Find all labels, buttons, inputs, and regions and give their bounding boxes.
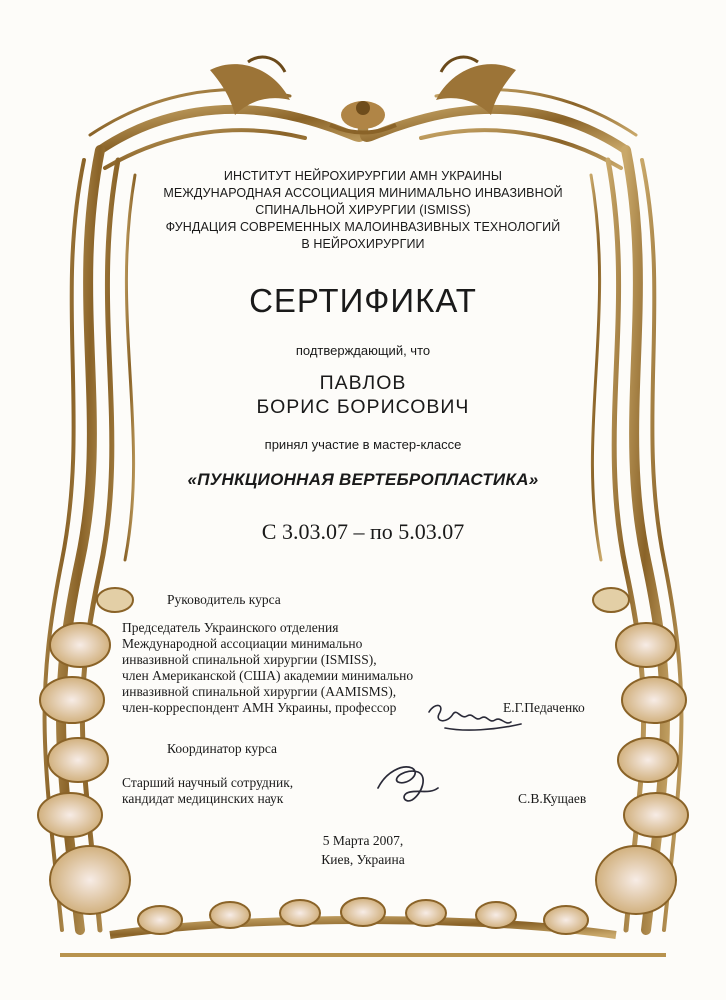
header-line-2: МЕЖДУНАРОДНАЯ АССОЦИАЦИЯ МИНИМАЛЬНО ИНВАЗИВНОЙ (163, 186, 563, 200)
leader-credential-line: Председатель Украинского отделения (122, 620, 339, 635)
leader-credential-line: член Американской (США) академии минимально (122, 668, 414, 683)
leader-signature (425, 698, 525, 740)
certificate-title: СЕРТИФИКАТ (249, 282, 477, 319)
leader-credential-line: Международной ассоциации минимально (122, 636, 363, 651)
recipient-surname: ПАВЛОВ (319, 372, 407, 394)
issue-date: 5 Марта 2007, (322, 833, 404, 848)
coordinator-role: Координатор курса (167, 741, 277, 756)
header-line-5: В НЕЙРОХИРУРГИИ (301, 237, 425, 251)
course-name: «ПУНКЦИОННАЯ ВЕРТЕБРОПЛАСТИКА» (187, 470, 539, 489)
header-line-3: СПИНАЛЬНОЙ ХИРУРГИИ (ISMISS) (255, 203, 471, 217)
leader-credential-line: член-корреспондент АМН Украины, профессор (122, 700, 397, 715)
coordinator-credential-line: кандидат медицинских наук (122, 791, 284, 806)
header-line-1: ИНСТИТУТ НЕЙРОХИРУРГИИ АМН УКРАИНЫ (223, 169, 503, 183)
leader-credential-line: инвазивной спинальной хирургии (ISMISS), (122, 652, 377, 667)
participation-text: принял участие в мастер-классе (264, 437, 462, 452)
coordinator-credential-line: Старший научный сотрудник, (122, 775, 294, 790)
confirming-text: подтверждающий, что (295, 343, 431, 358)
course-leader-name: Е.Г.Педаченко (503, 700, 585, 715)
course-leader-role: Руководитель курса (167, 592, 281, 607)
coordinator-name: С.В.Кущаев (518, 791, 587, 806)
course-dates: С 3.03.07 – по 5.03.07 (261, 519, 465, 544)
recipient-given-names: БОРИС БОРИСОВИЧ (256, 396, 470, 418)
issue-place: Киев, Украина (321, 852, 405, 867)
header-line-4: ФУНДАЦИЯ СОВРЕМЕННЫХ МАЛОИНВАЗИВНЫХ ТЕХНОЛОГИЙ (165, 220, 561, 234)
leader-credential-line: инвазивной спинальной хирургии (AAMISMS), (122, 684, 397, 699)
coordinator-signature (372, 758, 442, 808)
